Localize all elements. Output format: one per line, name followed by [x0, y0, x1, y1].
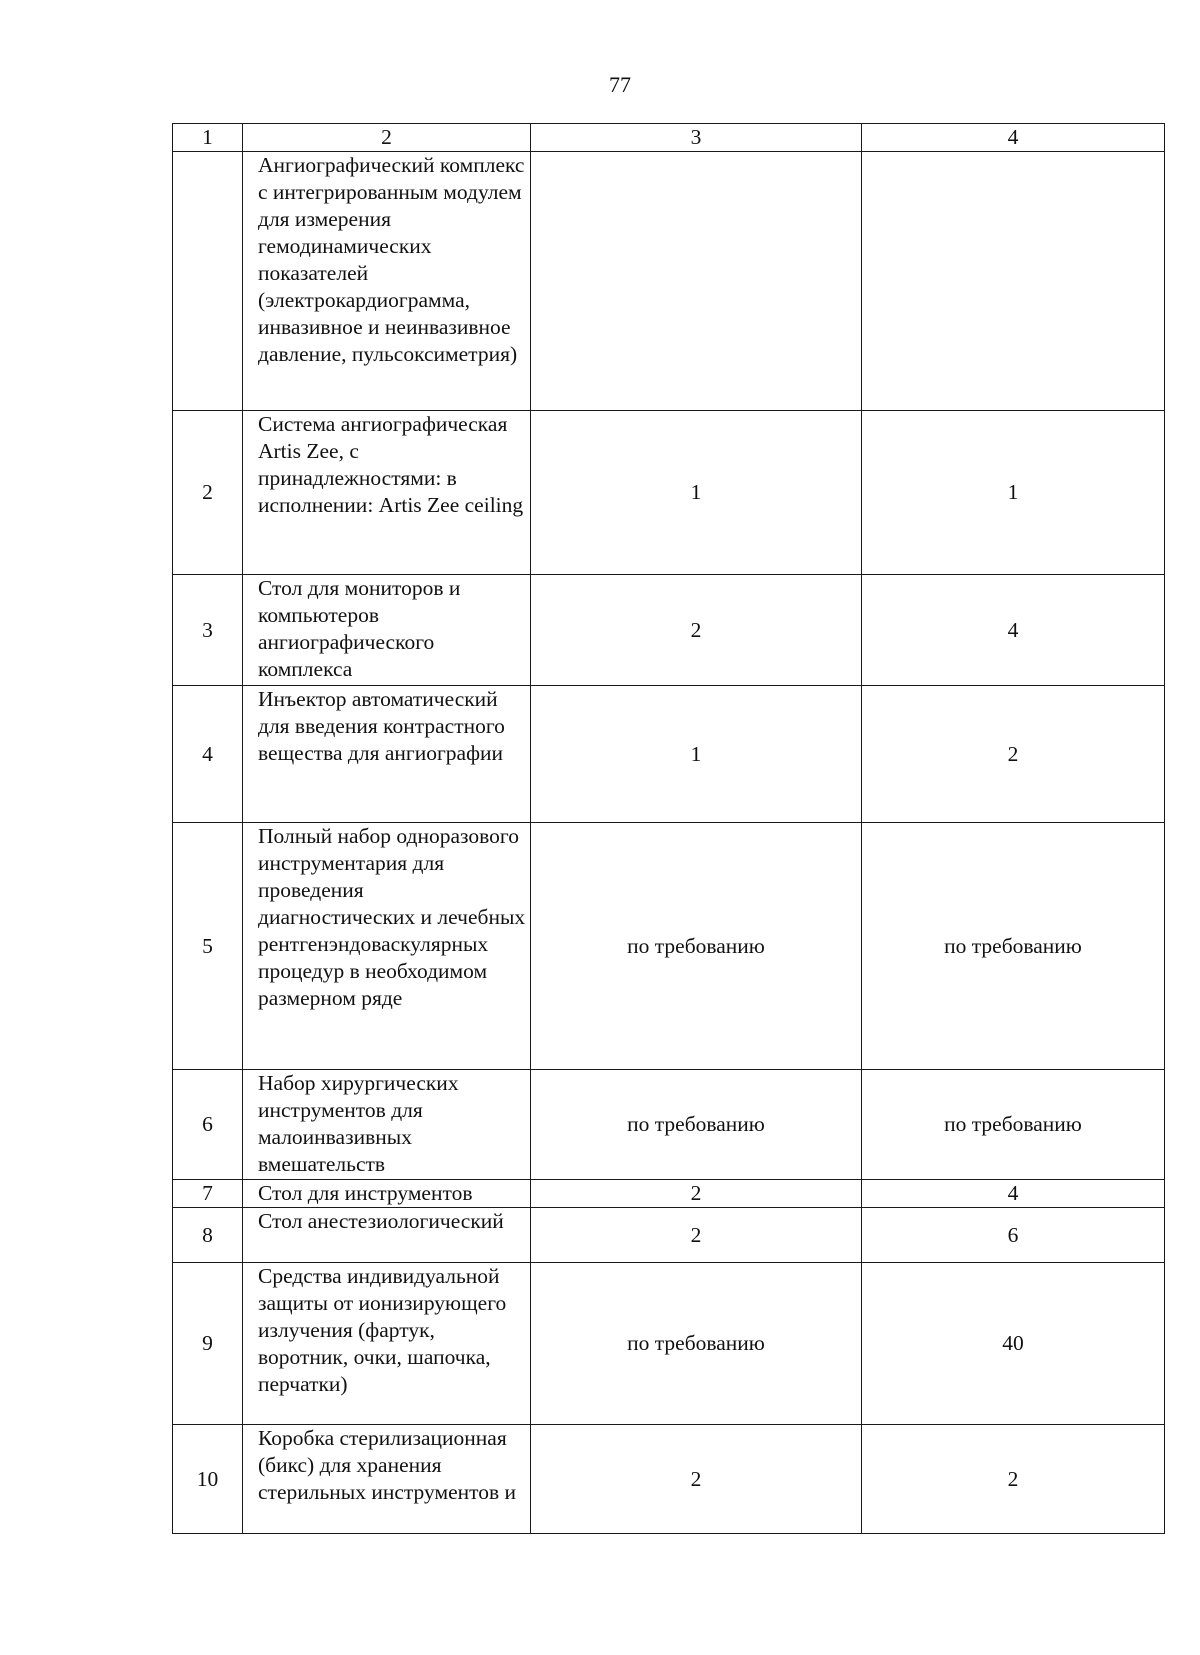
- page-number: 77: [609, 72, 631, 97]
- table-row: [173, 686, 1165, 823]
- table-row: [173, 1425, 1165, 1534]
- quantity-col4: 40: [862, 1263, 1165, 1425]
- table-row: [173, 575, 1165, 686]
- quantity-col3: по требованию: [531, 823, 862, 1070]
- quantity-col3: 2: [531, 1425, 862, 1534]
- quantity-col4: [862, 152, 1165, 411]
- table-row: [173, 1070, 1165, 1180]
- row-number: 3: [173, 575, 243, 686]
- quantity-col4: по требованию: [862, 823, 1165, 1070]
- row-number: 9: [173, 1263, 243, 1425]
- quantity-col4: 1: [862, 411, 1165, 575]
- item-name: Ангиографический комплекс с интегрированным модулем для измерения гемодинамических показателей (электрокардиограмма, инвазивное и неинвазивное давление, пульсоксиметрия): [243, 152, 531, 411]
- equipment-table: [172, 123, 1165, 1534]
- item-name: Средства индивидуальной защиты от ионизирующего излучения (фартук, воротник, очки, шапочка, перчатки): [243, 1263, 531, 1425]
- item-name: Полный набор одноразового инструментария для проведения диагностических и лечебных рентгенэндоваскулярных процедур в необходимом размерном ряде: [243, 823, 531, 1070]
- row-number: 4: [173, 686, 243, 823]
- row-number: 7: [173, 1180, 243, 1208]
- quantity-col3: по требованию: [531, 1070, 862, 1180]
- row-number: 6: [173, 1070, 243, 1180]
- item-name: Набор хирургических инструментов для малоинвазивных вмешательств: [243, 1070, 531, 1180]
- table-row: [173, 1208, 1165, 1263]
- quantity-col4: 6: [862, 1208, 1165, 1263]
- quantity-col4: 4: [862, 575, 1165, 686]
- row-number: [173, 152, 243, 411]
- item-name: Стол для инструментов: [243, 1180, 531, 1208]
- table-row: [173, 1263, 1165, 1425]
- quantity-col4: по требованию: [862, 1070, 1165, 1180]
- quantity-col3: 1: [531, 686, 862, 823]
- table-row: [173, 1180, 1165, 1208]
- table-header-row: [173, 124, 1165, 152]
- quantity-col3: [531, 152, 862, 411]
- quantity-col3: 2: [531, 1208, 862, 1263]
- item-name: Стол для мониторов и компьютеров ангиографического комплекса: [243, 575, 531, 686]
- table-row: [173, 152, 1165, 411]
- quantity-col3: 1: [531, 411, 862, 575]
- row-number: 2: [173, 411, 243, 575]
- row-number: 5: [173, 823, 243, 1070]
- quantity-col3: 2: [531, 1180, 862, 1208]
- row-number: 8: [173, 1208, 243, 1263]
- row-number: 10: [173, 1425, 243, 1534]
- item-name: Стол анестезиологический: [243, 1208, 531, 1263]
- column-header-4: 4: [862, 124, 1165, 152]
- item-name: Система ангиографическая Artis Zee, с принадлежностями: в исполнении: Artis Zee ceiling: [243, 411, 531, 575]
- column-header-3: 3: [531, 124, 862, 152]
- quantity-col4: 4: [862, 1180, 1165, 1208]
- column-header-2: 2: [243, 124, 531, 152]
- quantity-col4: 2: [862, 686, 1165, 823]
- table-row: [173, 823, 1165, 1070]
- quantity-col3: 2: [531, 575, 862, 686]
- table-row: [173, 411, 1165, 575]
- quantity-col3: по требованию: [531, 1263, 862, 1425]
- item-name: Коробка стерилизационная (бикс) для хранения стерильных инструментов и: [243, 1425, 531, 1534]
- column-header-1: 1: [173, 124, 243, 152]
- quantity-col4: 2: [862, 1425, 1165, 1534]
- item-name: Инъектор автоматический для введения контрастного вещества для ангиографии: [243, 686, 531, 823]
